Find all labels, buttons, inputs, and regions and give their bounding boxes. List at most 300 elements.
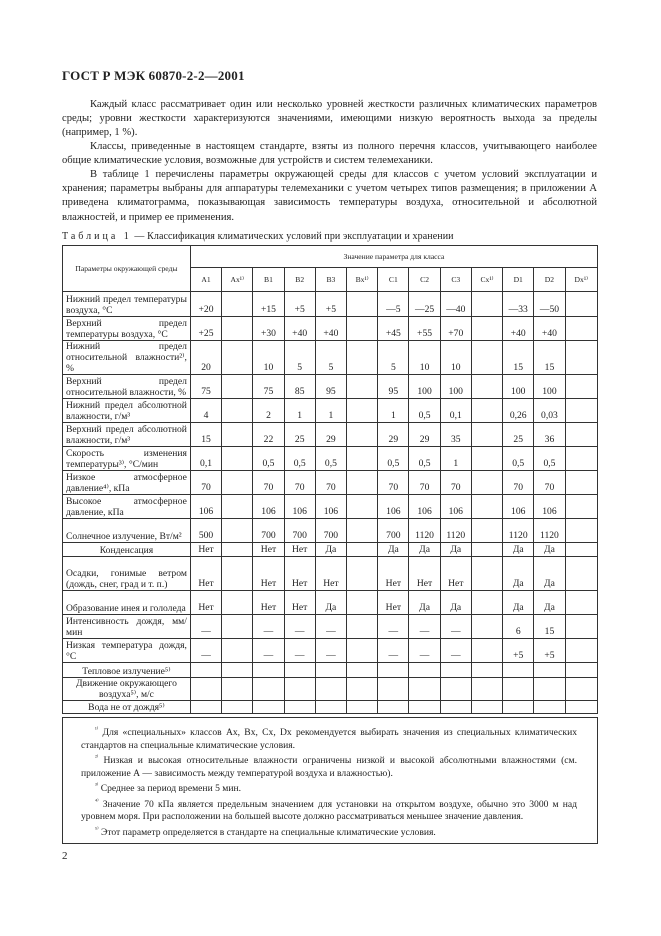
value-cell: [565, 557, 597, 591]
value-cell: —: [253, 615, 284, 639]
value-cell: 100: [534, 375, 565, 399]
value-cell: [565, 678, 597, 701]
value-cell: [565, 701, 597, 714]
value-cell: [190, 678, 221, 701]
value-cell: [471, 663, 502, 678]
value-cell: Нет: [378, 557, 409, 591]
param-cell: Солнечное излучение, Вт/м²: [63, 519, 191, 543]
value-cell: 75: [190, 375, 221, 399]
value-cell: [284, 663, 315, 678]
value-cell: [471, 375, 502, 399]
value-cell: [503, 678, 534, 701]
value-cell: [565, 639, 597, 663]
value-cell: 70: [534, 471, 565, 495]
value-cell: —: [440, 639, 471, 663]
value-cell: +40: [315, 317, 346, 341]
value-cell: [471, 317, 502, 341]
value-cell: 1120: [503, 519, 534, 543]
value-cell: 100: [503, 375, 534, 399]
value-cell: [347, 557, 378, 591]
value-cell: +20: [190, 292, 221, 317]
value-cell: 100: [409, 375, 440, 399]
value-cell: [440, 678, 471, 701]
intro-paragraph: [62, 98, 597, 141]
value-cell: 0,5: [378, 447, 409, 471]
value-cell: [534, 678, 565, 701]
value-cell: 29: [315, 423, 346, 447]
intro-paragraph: [62, 140, 597, 168]
value-cell: [471, 399, 502, 423]
value-cell: 25: [284, 423, 315, 447]
value-cell: [409, 701, 440, 714]
value-cell: 5: [315, 341, 346, 375]
value-cell: [347, 447, 378, 471]
value-cell: [471, 423, 502, 447]
value-cell: [471, 701, 502, 714]
param-cell: Осадки, гонимые ветром (дождь, снег, град и т. п.): [63, 557, 191, 591]
value-cell: [347, 341, 378, 375]
value-cell: [222, 495, 253, 519]
value-cell: Нет: [315, 557, 346, 591]
value-cell: 22: [253, 423, 284, 447]
value-cell: 0,26: [503, 399, 534, 423]
footnote: [81, 824, 577, 840]
value-cell: [347, 375, 378, 399]
value-cell: [565, 663, 597, 678]
table-notes: [62, 717, 598, 844]
value-cell: 70: [440, 471, 471, 495]
table-row: [63, 423, 598, 447]
value-cell: +40: [503, 317, 534, 341]
value-cell: [222, 615, 253, 639]
footnote: [81, 780, 577, 796]
value-cell: —: [440, 615, 471, 639]
value-cell: [222, 591, 253, 615]
value-cell: [409, 663, 440, 678]
value-cell: [565, 317, 597, 341]
value-cell: 0,5: [409, 399, 440, 423]
value-cell: 70: [503, 471, 534, 495]
value-cell: —: [315, 639, 346, 663]
value-cell: 1120: [409, 519, 440, 543]
table-row: [63, 615, 598, 639]
class-column-header: Cx¹⁾: [471, 268, 502, 292]
value-cell: —: [190, 615, 221, 639]
value-cell: [222, 341, 253, 375]
value-cell: Нет: [253, 557, 284, 591]
value-cell: [347, 543, 378, 557]
table-row: [63, 471, 598, 495]
param-cell: Низкое атмосферное давление⁴⁾, кПа: [63, 471, 191, 495]
value-cell: 70: [378, 471, 409, 495]
class-column-header: Bx¹⁾: [347, 268, 378, 292]
value-cell: Нет: [253, 591, 284, 615]
value-cell: Да: [534, 543, 565, 557]
value-cell: Да: [503, 543, 534, 557]
value-cell: +40: [534, 317, 565, 341]
value-cell: 0,5: [503, 447, 534, 471]
value-cell: 75: [253, 375, 284, 399]
value-cell: [347, 519, 378, 543]
value-cell: [503, 701, 534, 714]
value-cell: [222, 663, 253, 678]
class-column-header: B3: [315, 268, 346, 292]
value-cell: [378, 663, 409, 678]
table-row: [63, 495, 598, 519]
value-cell: [471, 519, 502, 543]
value-cell: [222, 471, 253, 495]
param-header: Параметры окружающей среды: [63, 246, 191, 292]
value-cell: 500: [190, 519, 221, 543]
param-cell: Конденсация: [63, 543, 191, 557]
value-cell: 1: [378, 399, 409, 423]
value-cell: [440, 701, 471, 714]
value-cell: 106: [534, 495, 565, 519]
value-cell: 0,5: [253, 447, 284, 471]
value-cell: 106: [503, 495, 534, 519]
class-column-header: Ax¹⁾: [222, 268, 253, 292]
value-cell: —: [253, 639, 284, 663]
value-cell: [471, 615, 502, 639]
value-cell: [471, 471, 502, 495]
footnote-mark: ²⁾: [95, 755, 99, 761]
paragraph-1: Каждый класс рассматривает один или несколько уровней жесткости различных климатических параметров среды; уровни жесткости характеризуются значениями, имеющими низкую вероятность выхода за пределы (например, 1 %).: [62, 99, 597, 139]
value-cell: Нет: [440, 557, 471, 591]
value-cell: 10: [440, 341, 471, 375]
value-cell: 1120: [534, 519, 565, 543]
value-cell: [190, 701, 221, 714]
param-cell: Движение окружающего воздуха⁵⁾, м/с: [63, 678, 191, 701]
value-cell: +55: [409, 317, 440, 341]
intro-paragraph: [62, 168, 597, 225]
value-cell: [471, 495, 502, 519]
value-cell: 10: [253, 341, 284, 375]
param-cell: Нижний предел относительной влажности²⁾, %: [63, 341, 191, 375]
class-column-header: D1: [503, 268, 534, 292]
value-cell: 15: [503, 341, 534, 375]
value-cell: Да: [440, 591, 471, 615]
value-cell: 4: [190, 399, 221, 423]
value-cell: 70: [284, 471, 315, 495]
value-cell: Нет: [284, 543, 315, 557]
table-row: [63, 447, 598, 471]
value-cell: 106: [190, 495, 221, 519]
value-cell: 700: [253, 519, 284, 543]
value-cell: 106: [378, 495, 409, 519]
value-cell: [534, 701, 565, 714]
table-row: [63, 341, 598, 375]
value-cell: Да: [409, 591, 440, 615]
value-cell: —: [409, 615, 440, 639]
value-cell: [222, 519, 253, 543]
value-cell: [347, 678, 378, 701]
value-cell: Да: [503, 557, 534, 591]
value-cell: [378, 701, 409, 714]
paragraph-3: В таблице 1 перечислены параметры окружающей среды для классов с учетом условий эксплуатации и хранения; параметры выбраны для аппаратуры телемеханики с учетом четырех типов размещения; в приложении А приведена климатограмма, показывающая зависимость температуры воздуха, относительной и абсолютной влажностей, и пример ее применения.: [62, 169, 597, 223]
value-cell: 29: [378, 423, 409, 447]
table-body: [63, 292, 598, 714]
value-cell: [347, 317, 378, 341]
value-cell: [565, 471, 597, 495]
class-column-header: C3: [440, 268, 471, 292]
table-row: [63, 678, 598, 701]
value-cell: +5: [284, 292, 315, 317]
value-cell: +5: [534, 639, 565, 663]
value-cell: —: [378, 639, 409, 663]
footnote-mark: ³⁾: [95, 783, 99, 789]
value-cell: [565, 292, 597, 317]
value-cell: 100: [440, 375, 471, 399]
value-cell: [222, 701, 253, 714]
value-cell: [565, 423, 597, 447]
value-cell: 1: [440, 447, 471, 471]
value-cell: Да: [534, 591, 565, 615]
value-cell: [471, 341, 502, 375]
table-row: [63, 543, 598, 557]
table-row: [63, 399, 598, 423]
value-cell: [222, 292, 253, 317]
value-cell: +40: [284, 317, 315, 341]
climate-table: [62, 245, 598, 714]
value-cell: [347, 423, 378, 447]
param-cell: Скорость изменения температуры³⁾, °С/мин: [63, 447, 191, 471]
value-cell: 15: [534, 615, 565, 639]
value-cell: Нет: [190, 557, 221, 591]
param-cell: Высокое атмосферное давление, кПа: [63, 495, 191, 519]
value-cell: 106: [409, 495, 440, 519]
value-cell: Нет: [253, 543, 284, 557]
value-cell: 106: [284, 495, 315, 519]
document-header: ГОСТ Р МЭК 60870-2-2—2001: [62, 68, 245, 83]
value-cell: [253, 663, 284, 678]
value-cell: —: [409, 639, 440, 663]
param-cell: Верхний предел температуры воздуха, °С: [63, 317, 191, 341]
value-cell: 35: [440, 423, 471, 447]
table-row: [63, 639, 598, 663]
value-cell: [471, 591, 502, 615]
value-cell: [222, 447, 253, 471]
class-column-header: C1: [378, 268, 409, 292]
value-cell: +45: [378, 317, 409, 341]
value-cell: Нет: [378, 591, 409, 615]
value-cell: +30: [253, 317, 284, 341]
value-cell: Да: [503, 591, 534, 615]
value-cell: [222, 543, 253, 557]
value-cell: 700: [284, 519, 315, 543]
value-cell: [347, 495, 378, 519]
value-cell: 106: [253, 495, 284, 519]
value-cell: 85: [284, 375, 315, 399]
value-cell: 700: [378, 519, 409, 543]
class-column-header: B2: [284, 268, 315, 292]
footnote-text: Низкая и высокая относительные влажности ограничены низкой и высокой абсолютными влажностями (см. приложение А — зависимость между температурой воздуха и влажностью).: [81, 755, 577, 779]
value-cell: +25: [190, 317, 221, 341]
footnote-text: Для «специальных» классов Ax, Bx, Cx, Dx рекомендуется выбирать значения из специальных климатических стандартов на специальные климатические условия.: [81, 727, 577, 751]
value-cell: [565, 375, 597, 399]
value-cell: [222, 317, 253, 341]
value-cell: [347, 471, 378, 495]
footnote: [81, 796, 577, 824]
param-cell: Низкая температура дождя, °С: [63, 639, 191, 663]
value-cell: [565, 519, 597, 543]
value-header: Значение параметра для класса: [190, 246, 597, 268]
value-cell: [315, 701, 346, 714]
param-cell: Нижний предел температуры воздуха, °С: [63, 292, 191, 317]
value-cell: 70: [190, 471, 221, 495]
table-caption: [62, 231, 454, 242]
value-cell: [284, 678, 315, 701]
value-cell: 6: [503, 615, 534, 639]
value-cell: [190, 663, 221, 678]
value-cell: 70: [315, 471, 346, 495]
value-cell: [347, 399, 378, 423]
footnote: [81, 752, 577, 780]
value-cell: [503, 663, 534, 678]
value-cell: [347, 615, 378, 639]
value-cell: —: [378, 615, 409, 639]
table-caption-text: — Классификация климатических условий при эксплуатации и хранении: [131, 231, 454, 242]
value-cell: 700: [315, 519, 346, 543]
value-cell: [565, 341, 597, 375]
value-cell: Да: [534, 557, 565, 591]
value-cell: [315, 663, 346, 678]
value-cell: [471, 639, 502, 663]
value-cell: 5: [284, 341, 315, 375]
value-cell: 29: [409, 423, 440, 447]
value-cell: [471, 543, 502, 557]
footnote-mark: ⁴⁾: [95, 798, 99, 805]
value-cell: [347, 663, 378, 678]
footnote: [81, 724, 577, 752]
value-cell: 0,5: [284, 447, 315, 471]
value-cell: 15: [534, 341, 565, 375]
table-caption-label: Таблица 1: [62, 231, 132, 242]
value-cell: [378, 678, 409, 701]
footnote-mark: ⁵⁾: [95, 826, 99, 833]
footnote-text: Среднее за период времени 5 мин.: [100, 783, 242, 795]
value-cell: —: [284, 639, 315, 663]
value-cell: [565, 399, 597, 423]
value-cell: 1: [315, 399, 346, 423]
value-cell: [347, 292, 378, 317]
value-cell: 0,5: [315, 447, 346, 471]
value-cell: 0,03: [534, 399, 565, 423]
value-cell: [315, 678, 346, 701]
value-cell: [534, 663, 565, 678]
param-cell: Тепловое излучение⁵⁾: [63, 663, 191, 678]
value-cell: —50: [534, 292, 565, 317]
value-cell: Да: [440, 543, 471, 557]
value-cell: [222, 399, 253, 423]
value-cell: [347, 639, 378, 663]
footnote-text: Значение 70 кПа является предельным значением для установки на открытом воздухе, обычно это 3000 м над уровнем моря. При расположении на большей высоте должно рассматриваться меньшее значение давления.: [81, 798, 578, 823]
value-cell: 106: [440, 495, 471, 519]
value-cell: [565, 447, 597, 471]
value-cell: —25: [409, 292, 440, 317]
page-number: 2: [62, 850, 68, 862]
class-column-header: D2: [534, 268, 565, 292]
class-column-header: B1: [253, 268, 284, 292]
value-cell: [222, 678, 253, 701]
paragraph-2: Классы, приведенные в настоящем стандарте, взяты из полного перечня классов, учитывающего наиболее общие климатические условия, возможные для устройств и систем телемеханики.: [62, 141, 597, 167]
value-cell: [565, 543, 597, 557]
footnote-text: Этот параметр определяется в стандарте на специальные климатические условия.: [100, 826, 436, 838]
value-cell: 0,1: [440, 399, 471, 423]
class-column-header: Dx¹⁾: [565, 268, 597, 292]
value-cell: Да: [378, 543, 409, 557]
value-cell: +15: [253, 292, 284, 317]
value-cell: 70: [409, 471, 440, 495]
value-cell: [471, 557, 502, 591]
value-cell: [440, 663, 471, 678]
value-cell: Нет: [190, 543, 221, 557]
value-cell: 106: [315, 495, 346, 519]
class-column-header: A1: [190, 268, 221, 292]
table-row: [63, 317, 598, 341]
value-cell: [471, 292, 502, 317]
value-cell: 15: [190, 423, 221, 447]
footnote-mark: ¹⁾: [95, 727, 99, 733]
param-cell: Образование инея и гололеда: [63, 591, 191, 615]
value-cell: [471, 678, 502, 701]
value-cell: 25: [503, 423, 534, 447]
value-cell: 1: [284, 399, 315, 423]
value-cell: [253, 678, 284, 701]
value-cell: Да: [409, 543, 440, 557]
value-cell: —: [315, 615, 346, 639]
value-cell: [565, 495, 597, 519]
table-row: [63, 557, 598, 591]
value-cell: Нет: [409, 557, 440, 591]
value-cell: [222, 375, 253, 399]
table-row: [63, 292, 598, 317]
value-cell: 0,5: [534, 447, 565, 471]
value-cell: —40: [440, 292, 471, 317]
table-row: [63, 591, 598, 615]
table-row: [63, 701, 598, 714]
value-cell: [253, 701, 284, 714]
param-cell: Верхний предел относительной влажности, %: [63, 375, 191, 399]
value-cell: 1120: [440, 519, 471, 543]
value-cell: [222, 423, 253, 447]
table-row: [63, 375, 598, 399]
value-cell: 10: [409, 341, 440, 375]
value-cell: 0,5: [409, 447, 440, 471]
value-cell: 70: [253, 471, 284, 495]
value-cell: 95: [378, 375, 409, 399]
value-cell: Да: [315, 591, 346, 615]
value-cell: [284, 701, 315, 714]
value-cell: 20: [190, 341, 221, 375]
value-cell: —33: [503, 292, 534, 317]
table-row: [63, 663, 598, 678]
value-cell: +5: [503, 639, 534, 663]
param-cell: Верхний предел абсолютной влажности, г/м³: [63, 423, 191, 447]
value-cell: +5: [315, 292, 346, 317]
value-cell: [347, 591, 378, 615]
value-cell: Да: [315, 543, 346, 557]
value-cell: Нет: [190, 591, 221, 615]
value-cell: —: [190, 639, 221, 663]
value-cell: [222, 557, 253, 591]
param-cell: Нижний предел абсолютной влажности, г/м³: [63, 399, 191, 423]
param-cell: Интенсивность дождя, мм/мин: [63, 615, 191, 639]
table-row: [63, 519, 598, 543]
param-cell: Вода не от дождя⁵⁾: [63, 701, 191, 714]
value-cell: [471, 447, 502, 471]
value-cell: —5: [378, 292, 409, 317]
value-cell: +70: [440, 317, 471, 341]
